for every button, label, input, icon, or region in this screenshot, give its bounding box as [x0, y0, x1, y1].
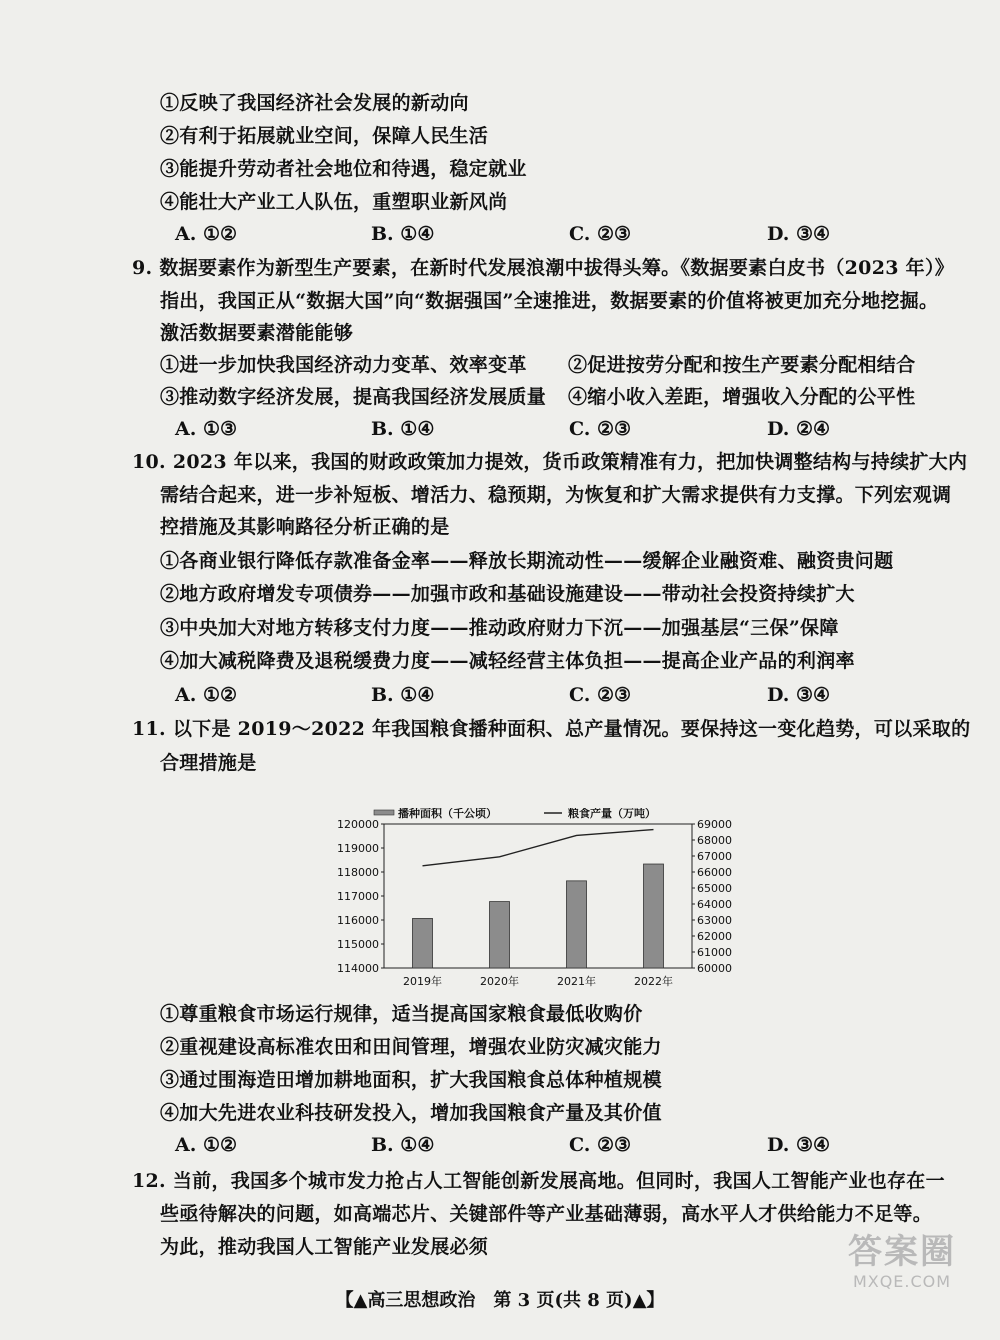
category-label: 2021年: [557, 975, 596, 988]
left-tick-label: 120000: [337, 818, 379, 831]
category-label: 2019年: [403, 975, 442, 988]
right-tick-label: 67000: [697, 850, 732, 863]
q8-options: [175, 221, 955, 247]
area-bar: [644, 864, 664, 968]
q8-item-1: ①反映了我国经济社会发展的新动向: [160, 92, 469, 114]
q8-option-d: D. ③④: [767, 223, 831, 245]
q11-item-2: ②重视建设高标准农田和田间管理，增强农业防灾减灾能力: [160, 1036, 662, 1058]
area-bar: [567, 881, 587, 968]
q9-item-4: ④缩小收入差距，增强收入分配的公平性: [568, 386, 916, 408]
q8-option-a: A. ①②: [175, 223, 238, 245]
left-tick-label: 117000: [337, 890, 379, 903]
left-tick-label: 119000: [337, 842, 379, 855]
left-tick-label: 116000: [337, 914, 379, 927]
q8-item-3: ③能提升劳动者社会地位和待遇，稳定就业: [160, 158, 527, 180]
grain-chart: [318, 808, 758, 998]
q10-stem-line-3: 控措施及其影响路径分析正确的是: [160, 516, 450, 538]
q11-option-b: B. ①④: [371, 1134, 435, 1156]
q11-option-c: C. ②③: [569, 1134, 632, 1156]
q10-options: [175, 682, 955, 708]
watermark-logo: [822, 1232, 982, 1312]
q9-item-3: ③推动数字经济发展，提高我国经济发展质量: [160, 386, 547, 408]
q10-item-4: ④加大减税降费及退税缓费力度——减轻经营主体负担——提高企业产品的利润率: [160, 650, 855, 672]
q12-stem-line-1: 12. 当前，我国多个城市发力抢占人工智能创新发展高地。但同时，我国人工智能产业也存在一: [132, 1170, 945, 1192]
q11-option-d: D. ③④: [767, 1134, 831, 1156]
right-tick-label: 69000: [697, 818, 732, 831]
q10-stem-line-1: 10. 2023 年以来，我国的财政政策加力提效，货币政策精准有力，把加快调整结构与持续扩大内: [132, 451, 968, 473]
category-label: 2022年: [634, 975, 673, 988]
q9-item-1: ①进一步加快我国经济动力变革、效率变革: [160, 354, 527, 376]
left-tick-label: 114000: [337, 962, 379, 975]
q8-option-c: C. ②③: [569, 223, 632, 245]
q11-option-a: A. ①②: [175, 1134, 238, 1156]
q11-item-1: ①尊重粮食市场运行规律，适当提高国家粮食最低收购价: [160, 1003, 643, 1025]
q9-stem-line-1: 9. 数据要素作为新型生产要素，在新时代发展浪潮中拔得头筹。《数据要素白皮书（2023 年）》: [132, 257, 955, 279]
output-line: [423, 830, 654, 866]
area-bar: [413, 918, 433, 968]
right-tick-label: 68000: [697, 834, 732, 847]
q9-option-b: B. ①④: [371, 418, 435, 440]
watermark-main: 答案圈: [848, 1232, 956, 1272]
q8-option-b: B. ①④: [371, 223, 435, 245]
right-tick-label: 62000: [697, 930, 732, 943]
q9-item-2: ②促进按劳分配和按生产要素分配相结合: [568, 354, 916, 376]
q10-item-2: ②地方政府增发专项债券——加强市政和基础设施建设——带动社会投资持续扩大: [160, 583, 855, 605]
q11-options: [175, 1132, 955, 1158]
category-label: 2020年: [480, 975, 519, 988]
q11-item-4: ④加大先进农业科技研发投入，增加我国粮食产量及其价值: [160, 1102, 662, 1124]
q9-option-a: A. ①③: [175, 418, 238, 440]
q9-option-d: D. ②④: [767, 418, 831, 440]
q10-option-c: C. ②③: [569, 684, 632, 706]
legend-bar-swatch: [374, 810, 394, 815]
area-bar: [490, 902, 510, 968]
q10-stem-line-2: 需结合起来，进一步补短板、增活力、稳预期，为恢复和扩大需求提供有力支撑。下列宏观调: [160, 484, 952, 506]
right-tick-label: 60000: [697, 962, 732, 975]
left-tick-label: 118000: [337, 866, 379, 879]
q8-item-4: ④能壮大产业工人队伍，重塑职业新风尚: [160, 191, 508, 213]
q9-stem-line-2: 指出，我国正从“数据大国”向“数据强国”全速推进，数据要素的价值将被更加充分地挖掘。: [160, 290, 939, 312]
page-footer: 【▲高三思想政治 第 3 页(共 8 页)▲】: [335, 1290, 665, 1311]
legend-bar-label: 播种面积（千公顷）: [398, 808, 497, 820]
q10-option-a: A. ①②: [175, 684, 238, 706]
q9-stem-line-3: 激活数据要素潜能能够: [160, 322, 354, 344]
left-tick-label: 115000: [337, 938, 379, 951]
grain-chart-svg: [318, 808, 758, 998]
q10-item-1: ①各商业银行降低存款准备金率——释放长期流动性——缓解企业融资难、融资贵问题: [160, 550, 894, 572]
right-tick-label: 61000: [697, 946, 732, 959]
q8-item-2: ②有利于拓展就业空间，保障人民生活: [160, 125, 489, 147]
q9-options: [175, 416, 955, 442]
legend-line-label: 粮食产量（万吨）: [568, 808, 656, 820]
right-tick-label: 66000: [697, 866, 732, 879]
q11-stem-line-1: 11. 以下是 2019～2022 年我国粮食播种面积、总产量情况。要保持这一变化趋势，可以采取的: [132, 718, 971, 740]
q9-option-c: C. ②③: [569, 418, 632, 440]
watermark-sub: MXQE.COM: [852, 1272, 952, 1291]
q10-option-b: B. ①④: [371, 684, 435, 706]
q12-stem-line-3: 为此，推动我国人工智能产业发展必须: [160, 1236, 489, 1258]
right-tick-label: 63000: [697, 914, 732, 927]
right-tick-label: 64000: [697, 898, 732, 911]
right-tick-label: 65000: [697, 882, 732, 895]
q10-option-d: D. ③④: [767, 684, 831, 706]
q12-stem-line-2: 些亟待解决的问题，如高端芯片、关键部件等产业基础薄弱，高水平人才供给能力不足等。: [160, 1203, 933, 1225]
q11-stem-line-2: 合理措施是: [160, 752, 257, 774]
q10-item-3: ③中央加大对地方转移支付力度——推动政府财力下沉——加强基层“三保”保障: [160, 617, 839, 639]
q11-item-3: ③通过围海造田增加耕地面积，扩大我国粮食总体种植规模: [160, 1069, 662, 1091]
